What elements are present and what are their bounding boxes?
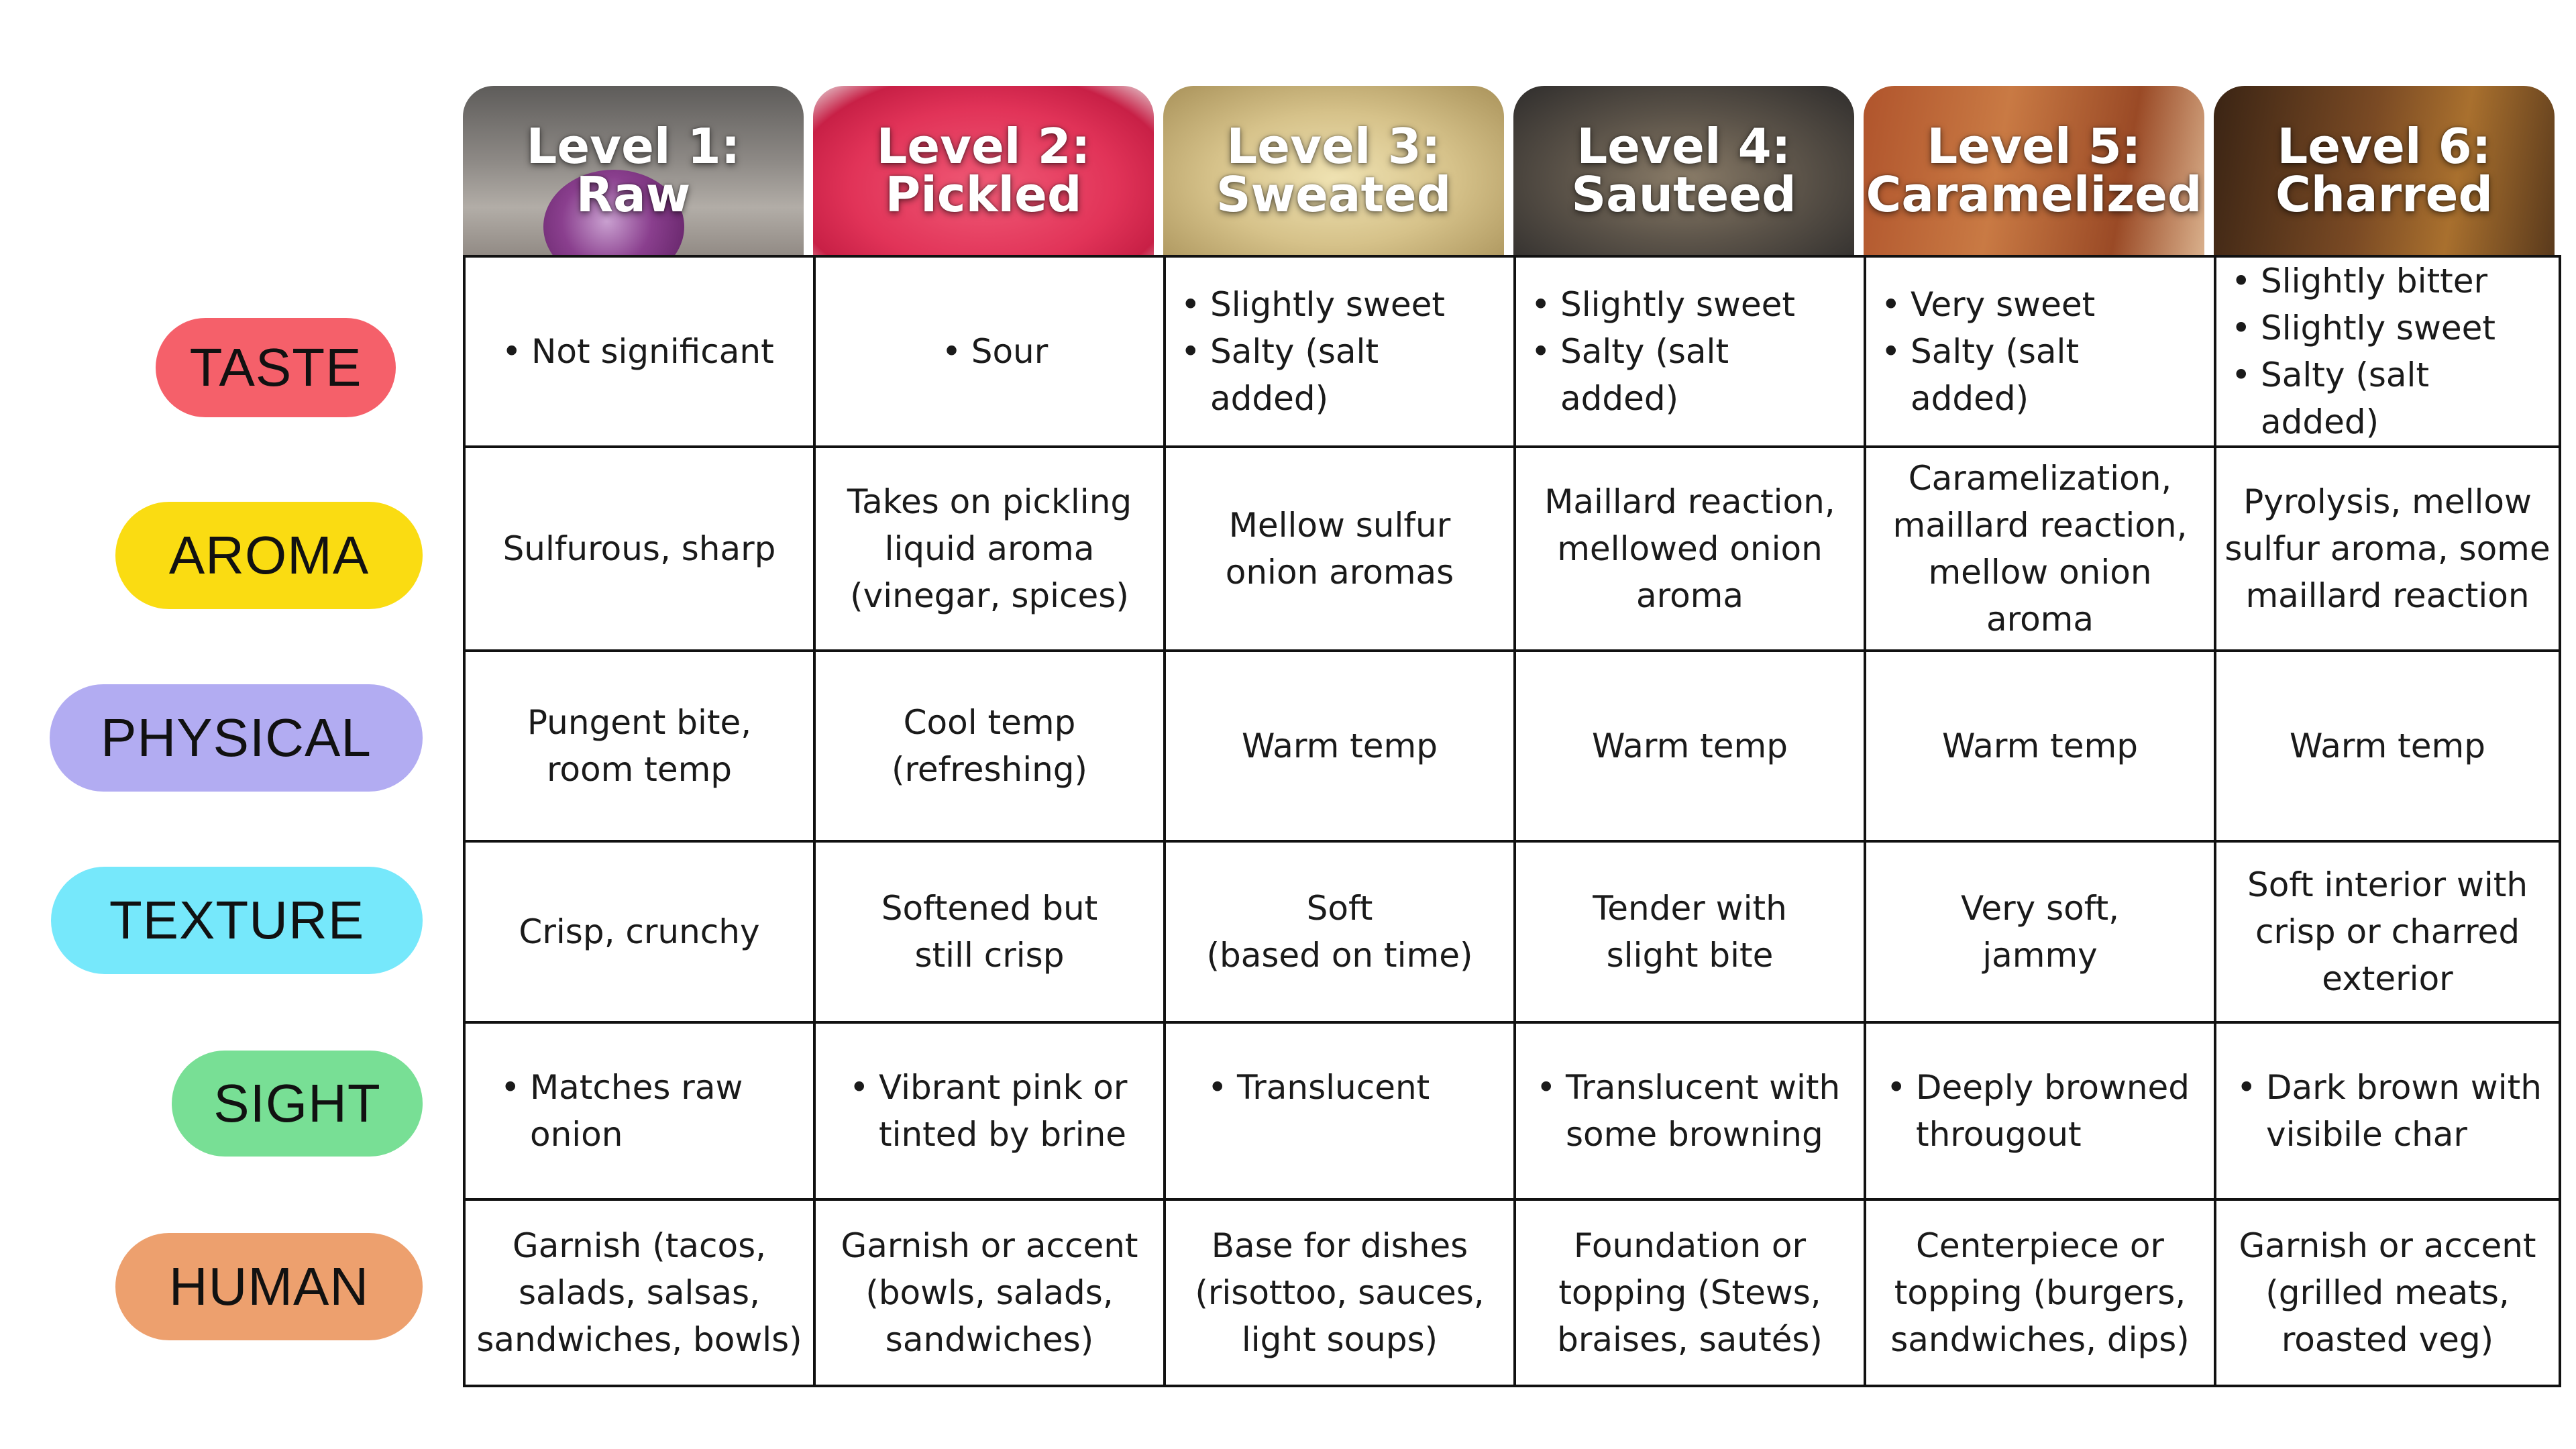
- cell-text-line: liquid aroma: [884, 529, 1095, 568]
- cell-aroma-level-3: [1165, 447, 1515, 651]
- cell-text-line: Garnish (tacos,: [512, 1226, 767, 1265]
- cell-text-line: Cool temp: [903, 703, 1076, 742]
- cell-text-line: onion: [530, 1115, 623, 1154]
- header-level-3: [1163, 86, 1504, 255]
- label-sight: SIGHT: [172, 1051, 423, 1157]
- cell-human-level-3: [1165, 1199, 1515, 1386]
- cell-text-line: jammy: [1982, 936, 2098, 975]
- cell-taste-level-2: [814, 256, 1165, 447]
- list-item: • Slightly sweet: [1560, 281, 1857, 328]
- cell-physical-level-5: [1865, 651, 2215, 841]
- cell-taste-level-6: [2215, 256, 2560, 447]
- cell-text-line: room temp: [546, 750, 733, 789]
- cell-text-line: crisp or charred: [2255, 912, 2520, 951]
- cell-text-line: (based on time): [1206, 936, 1473, 975]
- cell-text-line: still crisp: [914, 936, 1065, 975]
- cell-text-line: sandwiches, dips): [1890, 1320, 2190, 1359]
- list-item: • Translucent: [1237, 1064, 1430, 1111]
- cell-text-line: Vibrant pink or: [879, 1068, 1128, 1107]
- list-item: [530, 1064, 743, 1158]
- cell-text-line: Garnish or accent: [841, 1226, 1138, 1265]
- cell-text-line: Base for dishes: [1211, 1226, 1468, 1265]
- cell-text-line: Tender with: [1593, 889, 1787, 928]
- cell-sight-level-1: [464, 1022, 814, 1199]
- cell-text-line: Takes on pickling: [847, 482, 1132, 521]
- cell-physical-level-1: [464, 651, 814, 841]
- list-item: • Slightly sweet: [1210, 281, 1507, 328]
- list-item: [1916, 1064, 2190, 1158]
- list-item: • Slightly sweet: [2261, 305, 2552, 352]
- cell-physical-level-6: [2215, 651, 2560, 841]
- list-item: • Salty (salt added): [2261, 352, 2552, 445]
- level-4-name: Sauteed: [1571, 166, 1796, 223]
- label-aroma: AROMA: [115, 502, 423, 609]
- cell-physical-level-2: [814, 651, 1165, 841]
- cell-human-level-2: [814, 1199, 1165, 1386]
- list-item: • Salty (salt added): [1911, 328, 2207, 422]
- label-human: HUMAN: [115, 1233, 423, 1340]
- cell-text-line: (bowls, salads,: [865, 1273, 1114, 1312]
- cell-text-line: topping (burgers,: [1894, 1273, 2186, 1312]
- cell-taste-level-3: [1165, 256, 1515, 447]
- header-level-1: [463, 86, 804, 255]
- cell-text-line: Soft: [1306, 889, 1373, 928]
- cell-text-line: Crisp, crunchy: [519, 912, 760, 951]
- cell-human-level-5: [1865, 1199, 2215, 1386]
- header-level-6: [2214, 86, 2555, 255]
- cell-text-line: Garnish or accent: [2239, 1226, 2536, 1265]
- cell-text-line: Soft interior with: [2247, 865, 2528, 904]
- cell-sight-level-2: [814, 1022, 1165, 1199]
- list-item: • Salty (salt added): [1560, 328, 1857, 422]
- cell-text-line: Matches raw: [530, 1068, 743, 1107]
- cell-text-line: mellow onion aroma: [1928, 553, 2152, 639]
- cell-text-line: (grilled meats,: [2265, 1273, 2510, 1312]
- cell-aroma-level-5: [1865, 447, 2215, 651]
- cell-text-line: Warm temp: [1242, 727, 1438, 765]
- level-5-number: Level 5:: [1927, 118, 2141, 174]
- cell-human-level-6: [2215, 1199, 2560, 1386]
- cell-text-line: Maillard reaction,: [1544, 482, 1835, 521]
- list-item: • Sour: [971, 328, 1049, 375]
- cell-text-line: mellowed onion: [1557, 529, 1823, 568]
- label-texture: TEXTURE: [51, 867, 423, 974]
- cell-text-line: Caramelization,: [1908, 459, 2172, 498]
- cell-text-line: (risottoo, sauces,: [1195, 1273, 1485, 1312]
- cell-text-line: Warm temp: [1942, 727, 2138, 765]
- cell-taste-level-1: [464, 256, 814, 447]
- cell-text-line: some browning: [1566, 1115, 1823, 1154]
- cell-text-line: Dark brown with: [2266, 1068, 2542, 1107]
- level-3-name: Sweated: [1216, 166, 1452, 223]
- label-taste: TASTE: [156, 318, 396, 417]
- cell-texture-level-2: [814, 841, 1165, 1022]
- level-3-number: Level 3:: [1226, 118, 1441, 174]
- cell-aroma-level-6: [2215, 447, 2560, 651]
- onion-levels-table: [463, 255, 2561, 1387]
- cell-text-line: topping (Stews,: [1558, 1273, 1821, 1312]
- cell-physical-level-4: [1515, 651, 1865, 841]
- header-level-4: [1513, 86, 1854, 255]
- cell-text-line: Pyrolysis, mellow: [2243, 482, 2532, 521]
- cell-texture-level-3: [1165, 841, 1515, 1022]
- table-row-texture: [464, 841, 2560, 1022]
- cell-text-line: Pungent bite,: [527, 703, 752, 742]
- cell-text-line: Translucent with: [1566, 1068, 1841, 1107]
- cell-text-line: sandwiches): [885, 1320, 1094, 1359]
- table-row-physical: [464, 651, 2560, 841]
- level-6-name: Charred: [2275, 166, 2493, 223]
- cell-text-line: Deeply browned: [1916, 1068, 2190, 1107]
- cell-sight-level-4: [1515, 1022, 1865, 1199]
- cell-aroma-level-4: [1515, 447, 1865, 651]
- cell-text-line: Mellow sulfur: [1228, 506, 1451, 545]
- cell-text-line: Softened but: [881, 889, 1098, 928]
- cell-text-line: Sulfurous, sharp: [502, 529, 776, 568]
- table-row-sight: [464, 1022, 2560, 1199]
- cell-texture-level-6: [2215, 841, 2560, 1022]
- header-level-5: [1864, 86, 2204, 255]
- list-item: [2266, 1064, 2542, 1158]
- cell-physical-level-3: [1165, 651, 1515, 841]
- cell-text-line: visibile char: [2266, 1115, 2467, 1154]
- cell-sight-level-6: [2215, 1022, 2560, 1199]
- cell-text-line: Very soft,: [1961, 889, 2119, 928]
- level-1-name: Raw: [576, 166, 691, 223]
- table-row-human: [464, 1199, 2560, 1386]
- cell-text-line: tinted by brine: [879, 1115, 1127, 1154]
- cell-text-line: Warm temp: [1592, 727, 1788, 765]
- cell-text-line: Centerpiece or: [1916, 1226, 2164, 1265]
- list-item: [879, 1064, 1127, 1158]
- level-4-number: Level 4:: [1576, 118, 1791, 174]
- table-row-taste: [464, 256, 2560, 447]
- cell-taste-level-5: [1865, 256, 2215, 447]
- list-item: • Very sweet: [1911, 281, 2207, 328]
- cell-texture-level-5: [1865, 841, 2215, 1022]
- list-item: • Slightly bitter: [2261, 258, 2552, 305]
- level-2-name: Pickled: [885, 166, 1082, 223]
- list-item: [1566, 1064, 1840, 1158]
- cell-text-line: (vinegar, spices): [850, 576, 1129, 615]
- cell-texture-level-1: [464, 841, 814, 1022]
- cell-sight-level-3: [1165, 1022, 1515, 1199]
- cell-human-level-4: [1515, 1199, 1865, 1386]
- level-1-number: Level 1:: [526, 118, 741, 174]
- cell-text-line: maillard reaction: [2245, 576, 2530, 615]
- cell-text-line: Foundation or: [1573, 1226, 1807, 1265]
- level-2-number: Level 2:: [876, 118, 1091, 174]
- cell-sight-level-5: [1865, 1022, 2215, 1199]
- cell-text-line: througout: [1916, 1115, 2082, 1154]
- cell-taste-level-4: [1515, 256, 1865, 447]
- cell-text-line: slight bite: [1606, 936, 1774, 975]
- cell-text-line: Warm temp: [2290, 727, 2485, 765]
- cell-text-line: maillard reaction,: [1892, 506, 2188, 545]
- cell-text-line: light soups): [1241, 1320, 1438, 1359]
- cell-text-line: roasted veg): [2281, 1320, 2494, 1359]
- cell-text-line: exterior: [2322, 959, 2453, 998]
- cell-aroma-level-1: [464, 447, 814, 651]
- list-item: • Not significant: [531, 328, 774, 375]
- level-5-name: Caramelized: [1866, 166, 2202, 223]
- cell-text-line: (refreshing): [891, 750, 1088, 789]
- cell-aroma-level-2: [814, 447, 1165, 651]
- cell-human-level-1: [464, 1199, 814, 1386]
- cell-text-line: sulfur aroma, some: [2224, 529, 2551, 568]
- table-row-aroma: [464, 447, 2560, 651]
- cell-text-line: onion aromas: [1225, 553, 1454, 592]
- cell-text-line: aroma: [1635, 576, 1744, 615]
- level-6-number: Level 6:: [2277, 118, 2491, 174]
- label-physical: PHYSICAL: [50, 684, 423, 792]
- cell-text-line: sandwiches, bowls): [476, 1320, 802, 1359]
- cell-text-line: braises, sautés): [1557, 1320, 1823, 1359]
- cell-text-line: salads, salsas,: [518, 1273, 760, 1312]
- cell-texture-level-4: [1515, 841, 1865, 1022]
- header-level-2: [813, 86, 1154, 255]
- list-item: • Salty (salt added): [1210, 328, 1507, 422]
